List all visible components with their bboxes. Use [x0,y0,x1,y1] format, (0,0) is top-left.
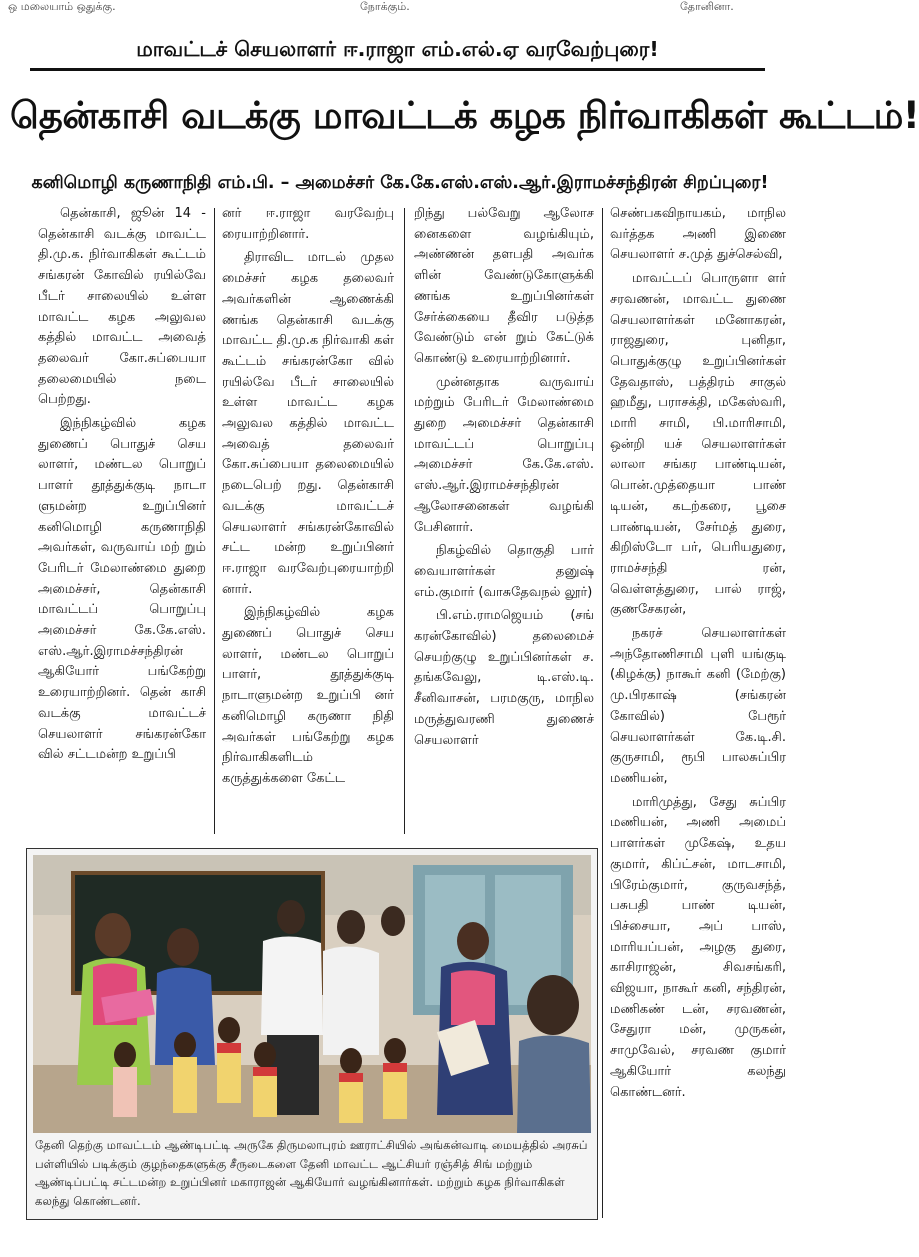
article-column-4 [610,204,786,1106]
top-cut-strip [0,0,800,18]
article-paragraph: இந்நிகழ்வில் கழக துணைப் பொதுச் செய லாளர், மண்டல பொறுப் பாளர் தூத்துக்குடி நாடா ளுமன்ற உறுப்பினர் கனிமொழி கருணாநிதி அவர்கள், வருவாய் மற் றும் பேரிடர் மேலாண்மை துறை அமைச்சர், தென்காசி மாவட்டப் பொறுப்பு அமைச்சர் கே.கே.எஸ். எஸ்.ஆர்.இராமச்சந்திரன் ஆகியோர் பங்கேற்று உரையாற்றினர். தென் காசி வடக்கு மாவட்டச் செயலாளர் சங்கரன்கோ வில் சட்டமன்ற உறுப்பி [38,416,206,763]
photo-box [26,848,598,1220]
column-divider [214,208,215,834]
event-photo [33,855,591,1133]
article-paragraph: றிந்து பல்வேறு ஆலோச னைகளை வழங்கியும், அண்ணன் தளபதி அவர்க ளின் வேண்டுகோளுக்கி ணங்க உறுப்பினர்கள் சேர்க்கையை தீவிர படுத்த வேண்டும் என் றும் கேட்டுக் கொண்டு உரையாற்றினார். [414,206,594,366]
top-strip-center: நோக்கும். [360,0,410,13]
photo-caption: தேனி தெற்கு மாவட்டம் ஆண்டிபட்டி அருகே திருமலாபுரம் ஊராட்சியில் அங்கன்வாடி மையத்தில் அரசுப் பள்ளியில் படிக்கும் குழந்தைகளுக்கு சீருடைகளை தேனி மாவட்ட ஆட்சியர் ரஞ்சித் சிங் மற்றும் ஆண்டிப்பட்டி சட்டமன்ற உறுப்பினர் மகாராஜன் ஆகியோர் வழங்கினார்கள். மற்றும் கழக நிர்வாகிகள் கலந்து கொண்டனர். [35,1138,588,1208]
article-paragraph: மாவட்டப் பொருளா ளர் சரவணன், மாவட்ட துணை செயலாளர்கள் மனோகரன், ராஜதுரை, புனிதா, பொதுக்குழு உறுப்பினர்கள் தேவதாஸ், பத்திரம் சாகுல் ஹமீது, பராசக்தி, மகேஸ்வரி, மாரி சாமி, பி.மாரிசாமி, ஒன்றி யச் செயலாளர்கள் லாலா சங்கர பாண்டியன், பொன்.முத்தையா பாண் டியன், கடற்கரை, பூசை பாண்டியன், சேர்மத் துரை, கிறிஸ்டோ பர், பெரியதுரை, ராமச்சந்தி ரன், வெள்ளத்துரை, பால் ராஜ், குணசேகரன், [610,271,786,618]
article-paragraph: திராவிட மாடல் முதல மைச்சர் கழக தலைவர் அவர்களின் ஆணைக்கி ணங்க தென்காசி வடக்கு மாவட்ட தி.மு.க நிர்வாகி கள் கூட்டம் சங்கரன்கோ வில் ரயில்வே பீடர் சாலையில் உள்ள மாவட்ட கழக அலுவல கத்தில் மாவட்ட அவைத் தலைவர் கோ.சுப்பையா தலைமையில் நடைபெற் றது. தென்காசி வடக்கு மாவட்டச் செயலாளர் சங்கரன்கோவில் சட்ட மன்ற உறுப்பினர் ஈ.ராஜா வரவேற்புரையாற்றி னார். [222,250,394,597]
article-paragraph: னர் ஈ.ராஜா வரவேற்பு ரையாற்றினார். [222,206,394,242]
article-paragraph: நிகழ்வில் தொகுதி பார் வையாளர்கள் தனுஷ் எம்.குமார் (வாசுதேவநல் லூர்) [414,543,594,600]
column-divider [602,208,603,1218]
article-paragraph: செண்பகவிநாயகம், மாநில வர்த்தக அணி இணை செயலாளர் ச.முத் துச்செல்வி, [610,206,786,263]
article-paragraph: முன்னதாக வருவாய் மற்றும் பேரிடர் மேலாண்மை துறை அமைச்சர் தென்காசி மாவட்டப் பொறுப்பு அமைச்சர் கே.கே.எஸ். எஸ்.ஆர்.இராமச்சந்திரன் ஆலோசனைகள் வழங்கி பேசினார். [414,374,594,535]
article-paragraph: தென்காசி, ஜூன் 14 - தென்காசி வடக்கு மாவட்ட தி.மு.க. நிர்வாகிகள் கூட்டம் சங்கரன் கோவில் ரயில்வே பீடர் சாலையில் உள்ள மாவட்ட கழக அலுவல கத்தில் மாவட்ட அவைத் தலைவர் கோ.சுப்பையா தலைமையில் நடை பெற்றது. [38,206,206,408]
deck-headline: கனிமொழி கருணாநிதி எம்.பி. – அமைச்சர் கே.கே.எஸ்.எஸ்.ஆர்.இராமச்சந்திரன் சிறப்புரை! [31,173,769,193]
article-paragraph: பி.எம்.ராமஜெயம் (சங் கரன்கோவில்) தலைமைச் செயற்குழு உறுப்பினர்கள் ச. தங்கவேலு, டி.எஸ்.டி. சீனிவாசன், பரமகுரு, மாநில மருத்துவரணி துணைச் செயலாளர் [414,608,594,748]
column-divider [404,208,405,834]
article-column-3 [414,204,594,754]
main-headline: தென்காசி வடக்கு மாவட்டக் கழக நிர்வாகிகள் கூட்டம்! [10,94,919,137]
kicker-headline: மாவட்டச் செயலாளர் ஈ.ராஜா எம்.எல்.ஏ வரவேற்புரை! [30,34,765,71]
article-paragraph: நகரச் செயலாளர்கள் அந்தோணிசாமி புளி யங்குடி (கிழக்கு) நாகூர் கனி (மேற்கு) மு.பிரகாஷ் (சங்கரன் கோவில்) பேரூர் செயலாளர்கள் கே.டி.சி. குருசாமி, ரூபி பாலசுப்பிர மணியன், [610,626,786,786]
article-column-1 [38,204,206,769]
top-strip-right: தோனினா. [680,0,734,13]
top-strip-left: ஒ மலையாம் ஒதுக்கு. [8,0,116,13]
article-paragraph: மாரிமுத்து, சேது சுப்பிர மணியன், அணி அமைப் பாளர்கள் முகேஷ், உதய குமார், கிப்ட்சன், மாடசாமி, பிரேம்குமார், குருவசந்த், பசுபதி பாண் டியன், பிச்சையா, அப் பாஸ், மாரியப்பன், அழகு துரை, காசிராஜன், சிவசங்கரி, விஜயா, நாகூர் கனி, சந்திரன், மணிகண் டன், சரவணன், சேதுரா மன், முருகன், சாமுவேல், சரவண குமார் ஆகியோர் கலந்து கொண்டனர். [610,794,786,1100]
article-paragraph: இந்நிகழ்வில் கழக துணைப் பொதுச் செய லாளர், மண்டல பொறுப் பாளர், தூத்துக்குடி நாடாளுமன்ற உறுப்பி னர் கனிமொழி கருணா நிதி அவர்கள் பங்கேற்று கழக நிர்வாகிகளிடம் கருத்துக்களை கேட்ட [222,605,394,786]
article-column-2 [222,204,394,793]
